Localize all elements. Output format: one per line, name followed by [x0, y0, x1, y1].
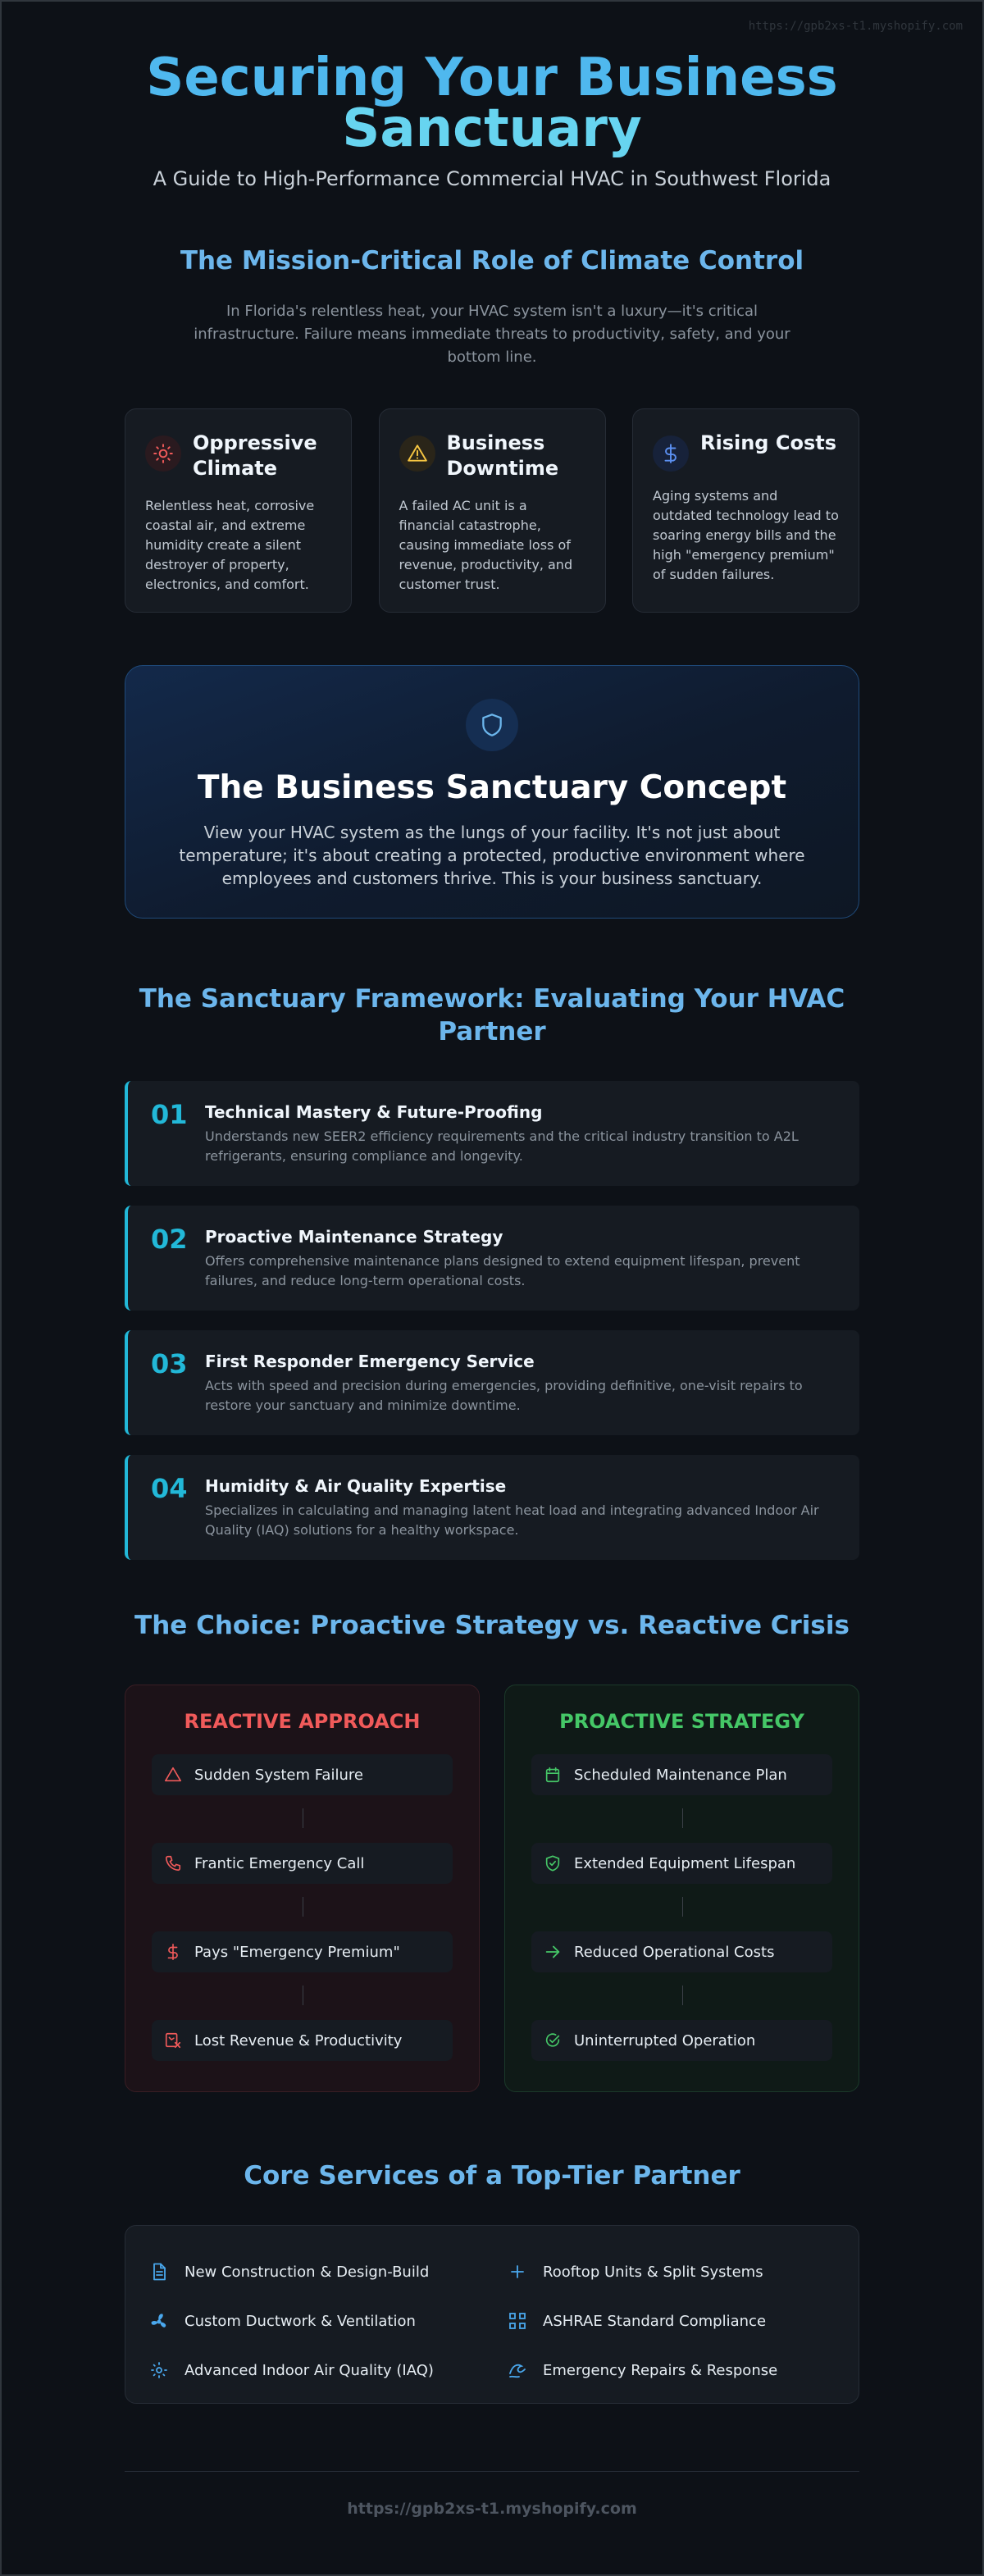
wave-icon	[507, 2359, 528, 2381]
service-item	[148, 2247, 477, 2296]
concept-text: View your HVAC system as the lungs of your facility. It's not just about temperature; it's about creating a protected, productive environment where employees and customers thrive. This is your business sanctuary.	[179, 823, 805, 888]
reactive-step	[152, 1931, 453, 1972]
service-item	[507, 2247, 836, 2296]
arrow-right-icon	[543, 1942, 563, 1962]
reactive-step	[152, 1843, 453, 1884]
risk-card-text: Relentless heat, corrosive coastal air, and extreme humidity create a silent destroyer of property, electronics, and comfort.	[145, 498, 315, 592]
air-quality-icon	[148, 2359, 170, 2381]
framework-item-title: Proactive Maintenance Strategy	[205, 1227, 503, 1247]
risk-card-title: Rising Costs	[700, 431, 836, 454]
concept-panel	[125, 665, 859, 919]
hero-title-line1: Securing Your Business	[146, 48, 838, 108]
framework-number: 02	[151, 1224, 188, 1255]
dollar-icon	[163, 1942, 183, 1962]
alert-triangle-icon	[163, 1765, 183, 1785]
services-grid	[125, 2225, 859, 2404]
framework-item	[125, 1330, 859, 1435]
step-connector	[152, 1972, 453, 2020]
risk-card	[379, 408, 606, 613]
proactive-step	[531, 2020, 832, 2061]
reactive-step-label: Lost Revenue & Productivity	[194, 2031, 403, 2049]
service-item	[507, 2296, 836, 2346]
service-item	[148, 2296, 477, 2346]
chart-loss-icon	[163, 2031, 183, 2050]
proactive-step-label: Reduced Operational Costs	[574, 1943, 775, 1961]
reactive-step-label: Sudden System Failure	[194, 1766, 363, 1784]
framework-list	[125, 1081, 859, 1560]
risk-card	[125, 408, 352, 613]
concept-title: The Business Sanctuary Concept	[197, 769, 787, 806]
framework-number: 01	[151, 1099, 188, 1130]
framework-item-title: Technical Mastery & Future-Proofing	[205, 1102, 543, 1122]
proactive-column	[504, 1685, 859, 2092]
risk-card-title: Oppressive Climate	[193, 431, 317, 480]
risk-card	[632, 408, 859, 613]
proactive-step	[531, 1843, 832, 1884]
service-item	[507, 2346, 836, 2395]
service-label: New Construction & Design-Build	[184, 2263, 430, 2281]
step-connector	[531, 1972, 832, 2020]
risk-cards	[125, 408, 859, 613]
reactive-step	[152, 2020, 453, 2061]
corner-url: https://gpb2xs-t1.myshopify.com	[748, 20, 963, 33]
service-label: Advanced Indoor Air Quality (IAQ)	[184, 2361, 434, 2379]
framework-item-text: Understands new SEER2 efficiency requirements and the critical industry transition to A2L refrigerants, ensuring compliance and longevity.	[205, 1128, 799, 1164]
shield-icon	[466, 699, 518, 751]
service-label: Custom Ductwork & Ventilation	[184, 2312, 416, 2330]
hero-subtitle: A Guide to High-Performance Commercial HVAC in Southwest Florida	[153, 167, 831, 190]
framework-number: 03	[151, 1348, 188, 1379]
reactive-title: REACTIVE APPROACH	[184, 1710, 421, 1733]
choice-title: The Choice: Proactive Strategy vs. Reactive Crisis	[134, 1611, 850, 1640]
hero-title-line2: Sanctuary	[342, 98, 642, 159]
proactive-step-label: Extended Equipment Lifespan	[574, 1854, 796, 1872]
proactive-title: PROACTIVE STRATEGY	[559, 1710, 804, 1733]
mission-title: The Mission-Critical Role of Climate Control	[180, 246, 804, 276]
hero-title	[125, 48, 859, 159]
framework-item-text: Offers comprehensive maintenance plans designed to extend equipment lifespan, prevent failures, and reduce long-term operational costs.	[205, 1253, 800, 1288]
framework-item	[125, 1455, 859, 1560]
shield-check-icon	[543, 1853, 563, 1873]
footer	[125, 2471, 859, 2518]
framework-item-text: Specializes in calculating and managing latent heat load and integrating advanced Indoor Air Quality (IAQ) solutions for a healthy workspace.	[205, 1502, 819, 1538]
services-title: Core Services of a Top-Tier Partner	[244, 2161, 740, 2191]
phone-icon	[163, 1853, 183, 1873]
warning-icon	[399, 435, 435, 472]
check-circle-icon	[543, 2031, 563, 2050]
reactive-step-label: Frantic Emergency Call	[194, 1854, 365, 1872]
step-connector	[152, 1884, 453, 1931]
service-label: Rooftop Units & Split Systems	[543, 2263, 763, 2281]
mission-text: In Florida's relentless heat, your HVAC system isn't a luxury—it's critical infrastructure. Failure means immediate threats to productivity, safety, and your bottom line.	[194, 303, 790, 366]
framework-item-title: Humidity & Air Quality Expertise	[205, 1476, 507, 1496]
framework-number: 04	[151, 1473, 188, 1504]
sun-icon	[145, 435, 181, 472]
fan-icon	[148, 2310, 170, 2332]
framework-item-text: Acts with speed and precision during emergencies, providing definitive, one-visit repairs to restore your sanctuary and minimize downtime.	[205, 1378, 803, 1413]
reactive-step	[152, 1754, 453, 1795]
risk-card-text: A failed AC unit is a financial catastrophe, causing immediate loss of revenue, productivity, and customer trust.	[399, 498, 573, 592]
step-connector	[531, 1884, 832, 1931]
framework-item-title: First Responder Emergency Service	[205, 1352, 535, 1371]
proactive-step	[531, 1754, 832, 1795]
footer-url[interactable]: https://gpb2xs-t1.myshopify.com	[347, 2500, 637, 2518]
reactive-step-label: Pays "Emergency Premium"	[194, 1943, 400, 1961]
service-item	[148, 2346, 477, 2395]
service-label: Emergency Repairs & Response	[543, 2361, 778, 2379]
grid-icon	[507, 2310, 528, 2332]
plus-icon	[507, 2261, 528, 2282]
framework-item	[125, 1081, 859, 1186]
mission-section	[125, 244, 859, 613]
service-label: ASHRAE Standard Compliance	[543, 2312, 767, 2330]
risk-card-text: Aging systems and outdated technology lead to soaring energy bills and the high "emergency premium" of sudden failures.	[653, 488, 839, 582]
risk-card-title: Business Downtime	[446, 431, 559, 480]
calendar-icon	[543, 1765, 563, 1785]
proactive-step-label: Scheduled Maintenance Plan	[574, 1766, 787, 1784]
framework-section	[125, 983, 859, 1560]
choice-section	[125, 1609, 859, 2092]
step-connector	[531, 1795, 832, 1843]
reactive-column	[125, 1685, 480, 2092]
dollar-icon	[653, 435, 689, 472]
services-section	[125, 2159, 859, 2404]
document-icon	[148, 2261, 170, 2282]
step-connector	[152, 1795, 453, 1843]
proactive-step	[531, 1931, 832, 1972]
framework-item	[125, 1206, 859, 1311]
proactive-step-label: Uninterrupted Operation	[574, 2031, 756, 2049]
framework-title: The Sanctuary Framework: Evaluating Your HVAC Partner	[139, 984, 845, 1046]
